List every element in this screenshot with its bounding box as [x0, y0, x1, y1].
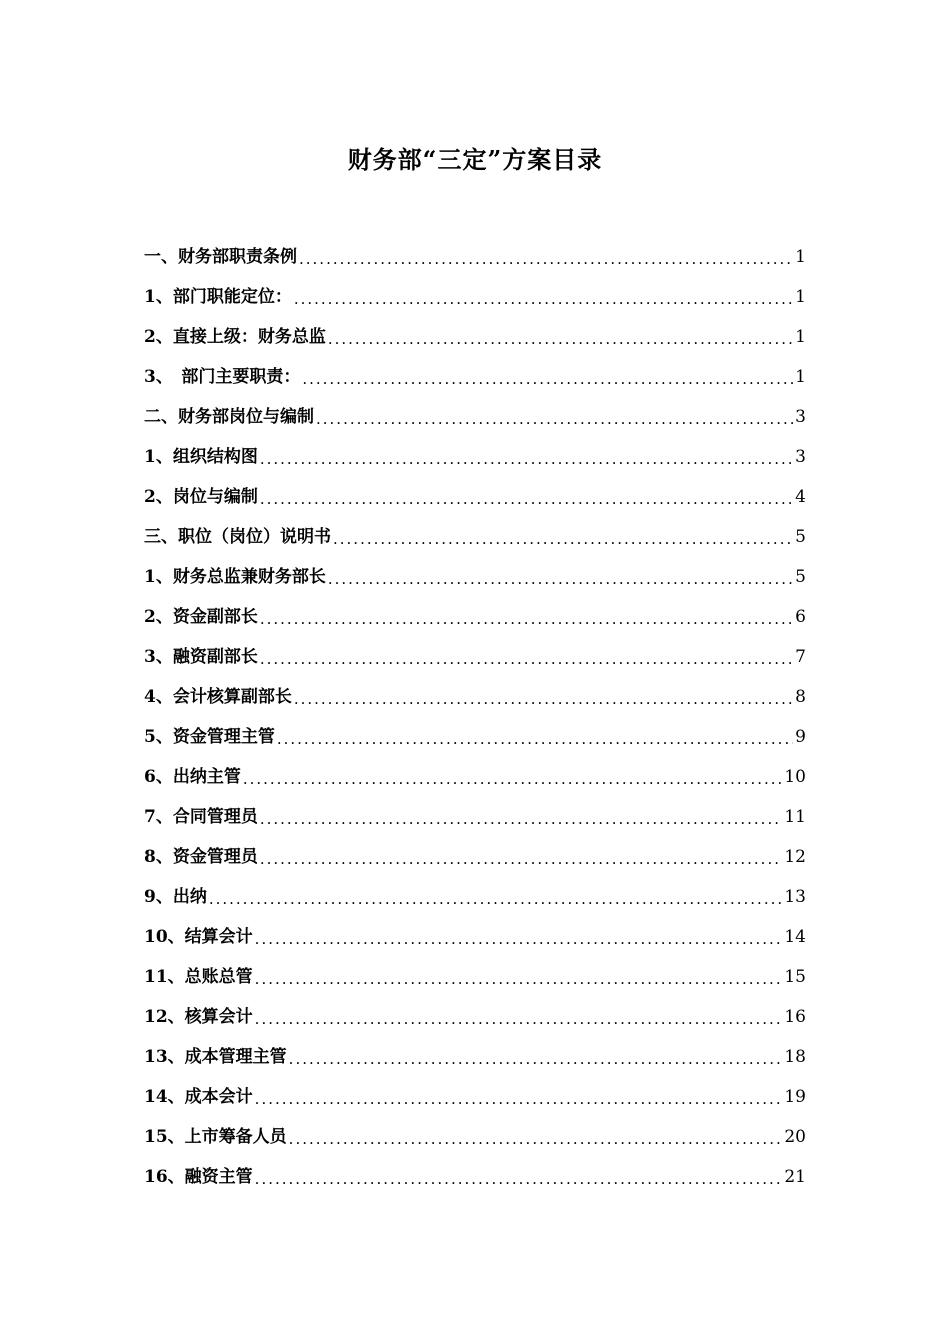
toc-entry-page: 9: [795, 727, 806, 747]
toc-entry[interactable]: [144, 274, 806, 314]
toc-entry[interactable]: [144, 434, 806, 474]
toc-entry[interactable]: [144, 354, 806, 394]
toc-entry-page: 20: [784, 1127, 806, 1147]
toc-entry-page: 1: [795, 327, 806, 347]
toc-entry-label: 三、职位（岗位）说明书: [144, 527, 331, 547]
toc-entry-page: 14: [784, 927, 806, 947]
toc-dot-leader: [255, 964, 783, 994]
toc-entry-label: 16、融资主管: [144, 1167, 253, 1187]
toc-entry-page: 21: [784, 1167, 806, 1187]
toc-entry[interactable]: [144, 674, 806, 714]
toc-entry-label: 11、总账总管: [144, 967, 253, 987]
toc-dot-leader: [299, 244, 793, 274]
toc-entry-label: 4、会计核算副部长: [144, 687, 292, 707]
toc-dot-leader: [243, 764, 783, 794]
toc-dot-leader: [289, 1124, 783, 1154]
toc-entry[interactable]: [144, 634, 806, 674]
toc-entry[interactable]: [144, 714, 806, 754]
toc-entry-label: 1、组织结构图: [144, 447, 258, 467]
toc-dot-leader: [328, 324, 793, 354]
toc-entry[interactable]: [144, 914, 806, 954]
toc-entry-page: 11: [784, 807, 806, 827]
toc-dot-leader: [260, 444, 793, 474]
toc-entry[interactable]: [144, 514, 806, 554]
toc-entry[interactable]: [144, 474, 806, 514]
toc-entry[interactable]: [144, 954, 806, 994]
toc-entry[interactable]: [144, 234, 806, 274]
toc-entry[interactable]: [144, 874, 806, 914]
toc-dot-leader: [302, 364, 793, 394]
table-of-contents: [144, 234, 806, 1194]
toc-entry-label: 1、财务总监兼财务部长: [144, 567, 326, 587]
toc-dot-leader: [316, 404, 793, 434]
toc-entry-page: 1: [795, 367, 806, 387]
toc-entry-label: 14、成本会计: [144, 1087, 253, 1107]
toc-entry[interactable]: [144, 794, 806, 834]
toc-entry-page: 3: [795, 407, 806, 427]
toc-entry[interactable]: [144, 594, 806, 634]
toc-entry-page: 7: [795, 647, 806, 667]
page-title: 财务部“三定”方案目录: [347, 145, 603, 174]
toc-dot-leader: [289, 1044, 783, 1074]
toc-dot-leader: [277, 724, 793, 754]
toc-dot-leader: [255, 1084, 783, 1114]
toc-dot-leader: [260, 484, 793, 514]
toc-entry[interactable]: [144, 994, 806, 1034]
toc-entry-page: 12: [784, 847, 806, 867]
toc-dot-leader: [255, 924, 783, 954]
toc-entry-label: 13、成本管理主管: [144, 1047, 287, 1067]
toc-entry[interactable]: [144, 554, 806, 594]
toc-entry-page: 1: [795, 247, 806, 267]
toc-entry-label: 1、部门职能定位：: [144, 287, 292, 307]
toc-entry[interactable]: [144, 834, 806, 874]
toc-entry-page: 13: [784, 887, 806, 907]
toc-dot-leader: [260, 644, 793, 674]
toc-entry-label: 9、出纳: [144, 887, 207, 907]
toc-dot-leader: [333, 524, 793, 554]
toc-entry[interactable]: [144, 1074, 806, 1114]
toc-entry[interactable]: [144, 754, 806, 794]
toc-dot-leader: [260, 604, 793, 634]
toc-entry[interactable]: [144, 314, 806, 354]
toc-entry-label: 一、财务部职责条例: [144, 247, 297, 267]
toc-dot-leader: [255, 1164, 783, 1194]
toc-entry[interactable]: [144, 394, 806, 434]
toc-dot-leader: [294, 284, 793, 314]
toc-dot-leader: [294, 684, 793, 714]
toc-entry-label: 7、合同管理员: [144, 807, 258, 827]
toc-entry-label: 12、核算会计: [144, 1007, 253, 1027]
toc-entry[interactable]: [144, 1154, 806, 1194]
toc-entry-page: 19: [784, 1087, 806, 1107]
toc-entry[interactable]: [144, 1114, 806, 1154]
toc-dot-leader: [255, 1004, 783, 1034]
toc-entry-page: 10: [784, 767, 806, 787]
toc-entry-label: 2、资金副部长: [144, 607, 258, 627]
toc-entry-page: 15: [784, 967, 806, 987]
toc-entry-label: 8、资金管理员: [144, 847, 258, 867]
toc-entry-page: 6: [795, 607, 806, 627]
toc-entry-label: 3、融资副部长: [144, 647, 258, 667]
toc-entry-page: 1: [795, 287, 806, 307]
toc-dot-leader: [328, 564, 793, 594]
toc-entry-label: 二、财务部岗位与编制: [144, 407, 314, 427]
toc-entry-label: 10、结算会计: [144, 927, 253, 947]
toc-entry-label: 2、岗位与编制: [144, 487, 258, 507]
toc-entry-page: 16: [784, 1007, 806, 1027]
toc-dot-leader: [260, 804, 783, 834]
toc-entry-label: 6、出纳主管: [144, 767, 241, 787]
toc-entry-page: 18: [784, 1047, 806, 1067]
toc-entry[interactable]: [144, 1034, 806, 1074]
toc-entry-page: 8: [795, 687, 806, 707]
toc-entry-page: 4: [795, 487, 806, 507]
toc-entry-page: 3: [795, 447, 806, 467]
toc-entry-label: 5、资金管理主管: [144, 727, 275, 747]
toc-entry-page: 5: [795, 527, 806, 547]
toc-entry-page: 5: [795, 567, 806, 587]
toc-entry-label: 3、 部门主要职责：: [144, 367, 301, 387]
toc-dot-leader: [209, 884, 783, 914]
toc-entry-label: 15、上市筹备人员: [144, 1127, 287, 1147]
toc-dot-leader: [260, 844, 783, 874]
toc-entry-label: 2、直接上级：财务总监: [144, 327, 326, 347]
